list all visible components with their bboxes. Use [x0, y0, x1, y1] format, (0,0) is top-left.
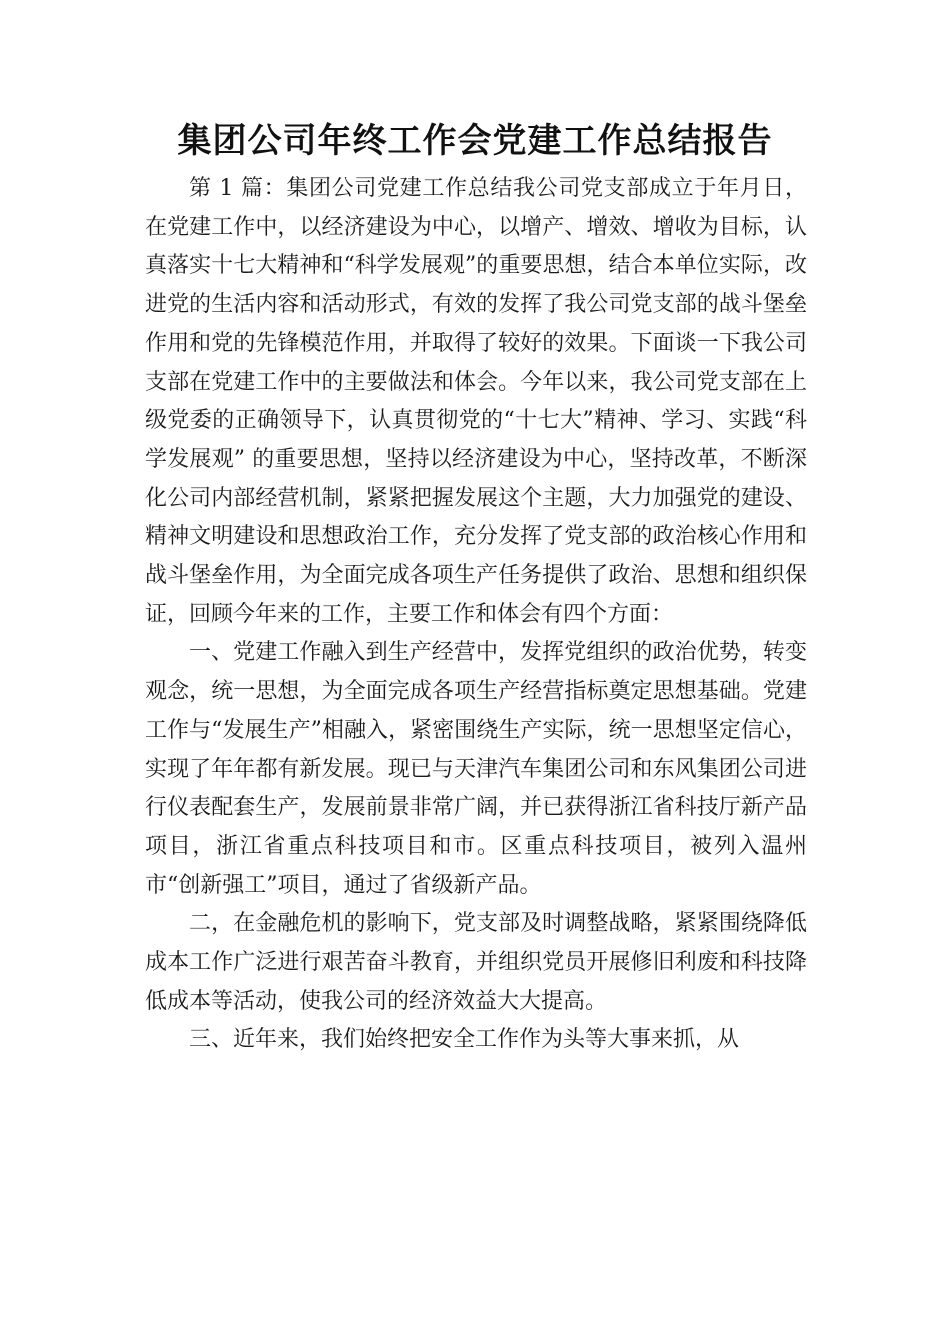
document-title: 集团公司年终工作会党建工作总结报告: [177, 121, 773, 161]
paragraph-1: 第 1 篇：集团公司党建工作总结我公司党支部成立于年月日，在党建工作中，以经济建设为中心，以增产、增效、增收为目标，认真落实十七大精神和“科学发展观”的重要思想，结合本单位实际，改进党的生活内容和活动形式，有效的发挥了我公司党支部的战斗堡垒作用和党的先锋模范作用，并取得了较好的效果。下面谈一下我公司支部在党建工作中的主要做法和体会。今年以来，我公司党支部在上级党委的正确领导下，认真贯彻党的“十七大”精神、学习、实践“科学发展观” 的重要思想，坚持以经济建设为中心，坚持改革，不断深化公司内部经营机制，紧紧把握发展这个主题，大力加强党的建设、精神文明建设和思想政治工作，充分发挥了党支部的政治核心作用和战斗堡垒作用，为全面完成各项生产任务提供了政治、思想和组织保证，回顾今年来的工作，主要工作和体会有四个方面：: [145, 176, 807, 627]
document-body: [145, 170, 807, 1060]
paragraph-4: 三、近年来，我们始终把安全工作作为头等大事来抓，从: [189, 1027, 740, 1053]
paragraph-2: 一、党建工作融入到生产经营中，发挥党组织的政治优势，转变观念，统一思想，为全面完成各项生产经营指标奠定思想基础。党建工作与“发展生产”相融入，紧密围绕生产实际，统一思想坚定信心，实现了年年都有新发展。现已与天津汽车集团公司和东风集团公司进行仪表配套生产，发展前景非常广阔，并已获得浙江省科技厅新产品项目，浙江省重点科技项目和市。区重点科技项目，被列入温州市“创新强工”项目，通过了省级新产品。: [145, 640, 807, 898]
paragraph-3: 二，在金融危机的影响下，党支部及时调整战略，紧紧围绕降低成本工作广泛进行艰苦奋斗教育，并组织党员开展修旧利废和科技降低成本等活动，使我公司的经济效益大大提高。: [145, 911, 807, 1014]
